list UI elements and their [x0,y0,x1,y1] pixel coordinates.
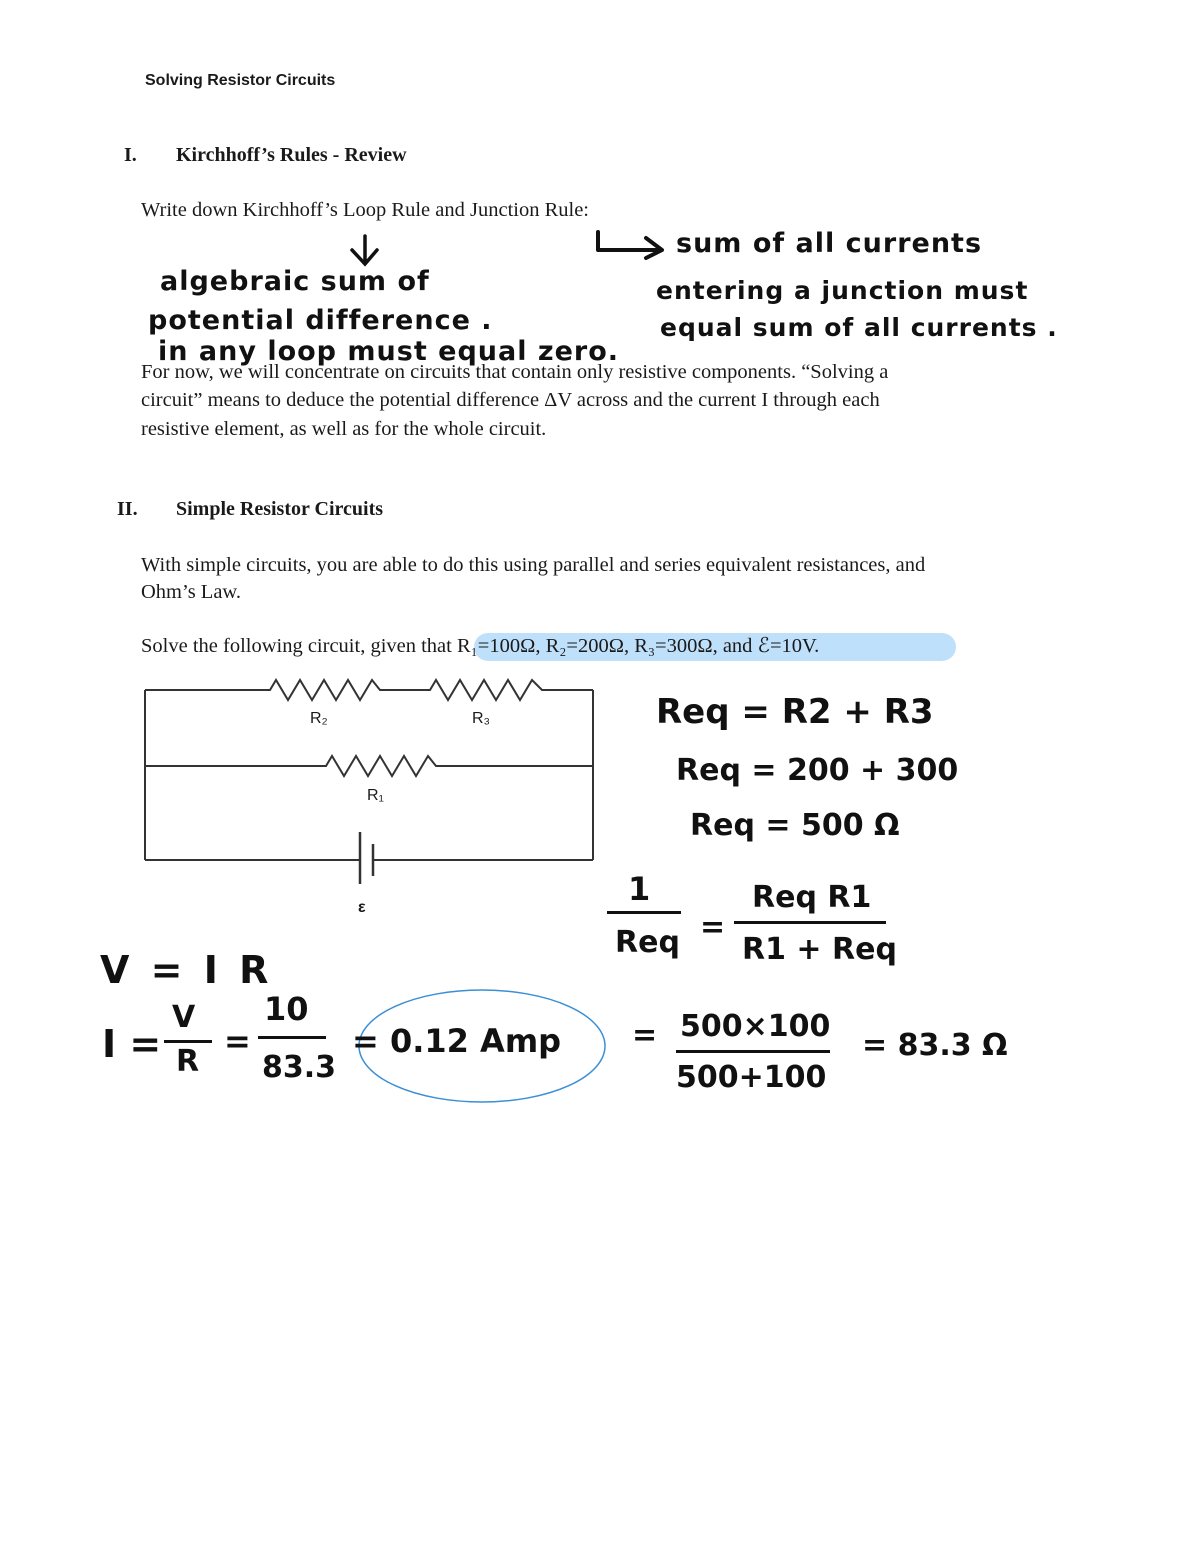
fraction-bar [734,921,886,924]
document-title: Solving Resistor Circuits [145,72,336,89]
handwritten-current-answer: = 0.12 Amp [352,1022,562,1060]
handwritten-resistance-symbol: R [176,1044,200,1079]
middle-wire-with-r1 [145,756,593,776]
handwritten-parallel-denominator-2: 500+100 [676,1060,827,1095]
top-wire-with-r2-r3 [145,680,593,700]
handwritten-series-line-2: Req = 200 + 300 [676,753,959,788]
handwritten-equals: = [224,1022,251,1060]
section-1-title: Kirchhoff’s Rules - Review [176,144,407,166]
section-1-prompt: Write down Kirchhoff’s Loop Rule and Junction Rule: [141,199,590,221]
r3-label: R₃ [472,710,491,727]
handwritten-voltage-symbol: V [172,1000,196,1035]
fraction-bar [607,911,681,914]
handwritten-equals: = [632,1018,658,1053]
section-2-paragraph-line-2: Ohm’s Law. [141,581,242,603]
handwritten-equals: = [700,910,726,945]
handwritten-parallel-result: = 83.3 Ω [862,1028,1008,1063]
handwritten-parallel-rhs-numerator: Req R1 [752,880,872,915]
handwritten-junction-rule-line-3: equal sum of all currents . [660,313,1058,342]
handwritten-parallel-numerator-2: 500×100 [680,1009,831,1044]
right-arrow-icon [592,228,672,262]
section-2-number: II. [117,498,138,520]
handwritten-series-line-1: Req = R2 + R3 [656,692,934,732]
handwritten-junction-rule-line-1: sum of all currents [676,228,983,259]
section-1-paragraph-line-2: circuit” means to deduce the potential difference ΔV across and the current I through each [141,389,880,411]
handwritten-parallel-lhs-numerator: 1 [628,870,651,908]
handwritten-junction-rule-line-2: entering a junction must [656,276,1029,305]
handwritten-series-line-3: Req = 500 Ω [690,808,900,843]
section-1-number: I. [124,144,137,166]
handwritten-ohms-law: V = I R [100,948,273,992]
handwritten-loop-rule-line-2: potential difference . [148,305,493,336]
handwritten-ohm-denominator: 83.3 [262,1050,337,1085]
section-1-paragraph-line-3: resistive element, as well as for the whole circuit. [141,418,547,440]
handwritten-parallel-lhs-denominator: Req [615,925,680,960]
handwritten-parallel-rhs-denominator: R1 + Req [742,932,897,967]
handwritten-loop-rule-line-3: in any loop must equal zero. [158,336,620,367]
circuit-problem-statement: Solve the following circuit, given that R₁=100Ω, R₂=200Ω, R₃=300Ω, and ℰ=10V. [141,635,820,657]
handwritten-current-equation: I = [102,1022,162,1066]
section-2-title: Simple Resistor Circuits [176,498,384,520]
emf-label: ε [358,899,366,916]
r1-label: R₁ [367,787,384,804]
handwritten-ohm-numerator: 10 [264,990,309,1028]
fraction-bar [164,1040,212,1043]
section-2-paragraph-line-1: With simple circuits, you are able to do this using parallel and series equivalent resistances, and [141,554,926,576]
fraction-bar [676,1050,830,1053]
fraction-bar [258,1036,326,1039]
r2-label: R₂ [310,710,328,727]
section-1-paragraph-line-1: For now, we will concentrate on circuits that contain only resistive components. “Solving a [141,361,889,383]
handwritten-loop-rule-line-1: algebraic sum of [160,266,430,297]
